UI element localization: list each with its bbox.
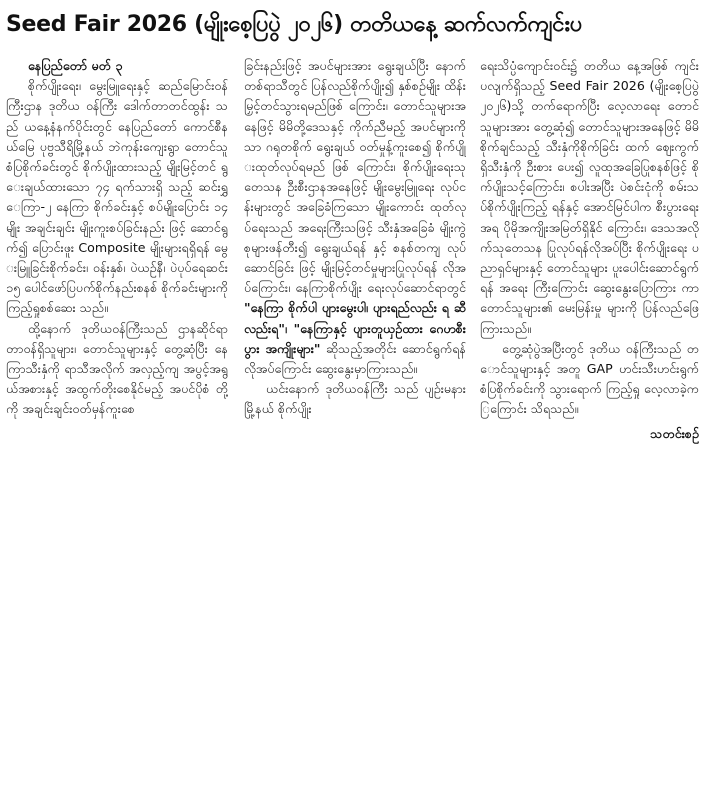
paragraph: ထို့နောက် ဒုတိယဝန်ကြီးသည် ဌာနဆိုင်ရာ တာဝန်ရှိသူများ၊ တောင်သူများနှင့် တွေ့ဆုံပြီး နေကြာသီးနှံကို ရာသီအလိုက် အလှည့်ကျ အပွင့်အရွယ်အစားနှင့် အထွက်တိုးစေနိုင်မည့် အပင်ပိုစံ တို့ကို အချင်းချင်းဝတ်မှန်ကူးစေ bbox=[6, 320, 228, 417]
article-column-1 bbox=[6, 56, 228, 792]
paragraph: ခြင်းနည်းဖြင့် အပင်များအား ရွေးချယ်ပြီး နောက်တစ်ရာသီတွင် ပြန်လည်စိုက်ပျိုး၍ နှစ်စဉ်မျိုး ထိန်း မြှင့်တင်သွားရမည်ဖြစ် ကြောင်း၊ တောင်သူများအနေဖြင့် မိမိတို့ဒေသနှင့် ကိုက်ညီမည့် အပင်များကိုသာ ဂရုတစိုက် ရွေးချယ် ဝတ်မှုန့်ကူးစေ၍ စိုက်ပျိုးထုတ်လုပ်ရမည် ဖြစ် ကြောင်း၊ စိုက်ပျိုးရေးသုတေသန ဦးစီးဌာနအနေဖြင့် မျိုးမွေးမြူရေး လုပ်ငန်းများတွင် အခြေခံကြသော မျိုးကောင်း ထုတ်လုပ်ရေးသည် အရေးကြီးသဖြင့် သီးနှံအခြေခံ မျိုးကွဲစုများဖန်တီး၍ ရွေးချယ်ရန် နှင့် စနစ်တကျ လုပ်ဆောင်ခြင်း ဖြင့် မျိုးမြင့်တင်မှုများပြုလုပ်ရန် လိုအပ်ကြောင်း၊ နေကြာစိုက်ပျိုး ရေးလုပ်ဆောင်ရာတွင် "နေကြာ စိုက်ပါ ပျားမွေးပါ၊ ပျားရည်လည်း ရ ဆီလည်းရ"၊ "နေကြာနှင့် ပျားတူယှဉ်ထား ဂေဟစီးပွား အကျိုးများ" ဆိုသည့်အတိုင်း ဆောင်ရွက်ရန် လိုအပ်ကြောင်း ဆွေးနွေးမှာကြားသည်။ bbox=[244, 58, 466, 377]
paragraph: ရေးသိပ္ပံကျောင်းဝင်း၌ တတိယ နေ့အဖြစ် ကျင်းပလျက်ရှိသည့် Seed Fair 2026 (မျိုးစေ့ပြပွဲ ၂၀၂၆)သို့ တက်ရောက်ပြီး လေ့လာရေး တောင်သူများအား တွေ့ဆုံ၍ တောင်သူများအနေဖြင့် မိမိစိုက်ချင်သည့် သီးနှံကိုစိုက်ခြင်း ထက် ဈေးကွက်ရှိသီးနှံကို ဦးစား ပေး၍ လူထုအခြေပြုစနစ်ဖြင့် စိုက်ပျိုးသင့်ကြောင်း၊ စပါးအပြီး ပဲစင်းငုံကို စမ်းသပ်စိုက်ပျိုးကြည့် ရန်နှင့် အောင်မြင်ပါက စီးပွားရေး အရ ပိုမိုအကျိုးအမြတ်ရှိနိုင် ကြောင်း၊ ဒေသအလိုက်သုတေသန ပြုလုပ်ရန်လိုအပ်ပြီး စိုက်ပျိုးရေး ပညာရှင်များနှင့် တောင်သူများ ပူးပေါင်းဆောင်ရွက်ရန် အရေး ကြီးကြောင်း ဆွေးနွေးပြောကြား ကာ တောင်သူများ၏ မေးမြန်းမှု များကို ပြန်လည်ဖြေကြားသည်။ bbox=[480, 58, 699, 336]
article-column-2 bbox=[244, 56, 466, 792]
paragraph: ယင်းနောက် ဒုတိယဝန်ကြီး သည် ပျဉ်းမနားမြို့နယ် စိုက်ပျိုး bbox=[244, 381, 466, 417]
article-column-3 bbox=[480, 56, 699, 792]
dateline: နေပြည်တော် မတ် ၃ bbox=[28, 58, 123, 73]
paragraph: စိုက်ပျိုးရေး၊ မွေးမြူရေးနှင့် ဆည်မြောင်းဝန်ကြီးဌာန ဒုတိယ ဝန်ကြီး ဒေါက်တာတင်ထွန်း သည် ယနေ့နံနက်ပိုင်းတွင် နေပြည်တော် ကောင်စီနယ်မြေ ပုဗ္ဗသီရိမြို့နယ် ဘဲကုန်းကျေးရွာ တောင်သူ စံပြစိုက်ခင်းတွင် စိုက်ပျိုးထားသည့် မျိုးမြင့်တင် ရွေးချယ်ထားသော ၇၄ ရက်သားရှိ သည့် ဆင်းရွှေကြာ-၂ နေကြာ စိုက်ခင်းနှင့် စပ်မျိုးပြောင်း ၁၄ မျိုး အချင်းချင်း မျိုးကူးစပ်ခြင်းနည်း ဖြင့် ဆောင်ရွက်၍ ပြောင်းဖူး Composite မျိုးများရရှိရန် မွေးမြူခြင်းစိုက်ခင်း၊ ဝန်းနှစ်၊ ပဲယဉ်နီ၊ ပဲပုပ်ရေဆင်း ၁၅ ပေါင်ဖော်ပြပက်စိုက်နည်းစနစ် စိုက်ခင်းများကို ကြည့်ရှုစစ်ဆေး သည်။ bbox=[6, 78, 228, 316]
byline: သတင်းစဉ် bbox=[650, 425, 699, 441]
paragraph: တွေ့ဆုံပွဲအပြီးတွင် ဒုတိယ ဝန်ကြီးသည် တောင်သူများနှင့် အတူ GAP ဟင်းသီးဟင်းရွက် စံပြစိုက်ခင်းကို သွားရောက် ကြည့်ရှု လေ့လာခဲ့ကြကြောင်း သိရသည်။ bbox=[480, 340, 699, 417]
slogan-quote: "နေကြာ စိုက်ပါ ပျားမွေးပါ၊ ပျားရည်လည်း ရ ဆီလည်းရ"၊ "နေကြာနှင့် ပျားတူယှဉ်ထား ဂေဟစီးပွား အကျိုးများ" bbox=[244, 300, 466, 356]
page-title: Seed Fair 2026 (မျိုးစေ့ပြပွဲ ၂၀၂၆) တတိယနေ့ ဆက်လက်ကျင်းပ bbox=[6, 12, 583, 37]
